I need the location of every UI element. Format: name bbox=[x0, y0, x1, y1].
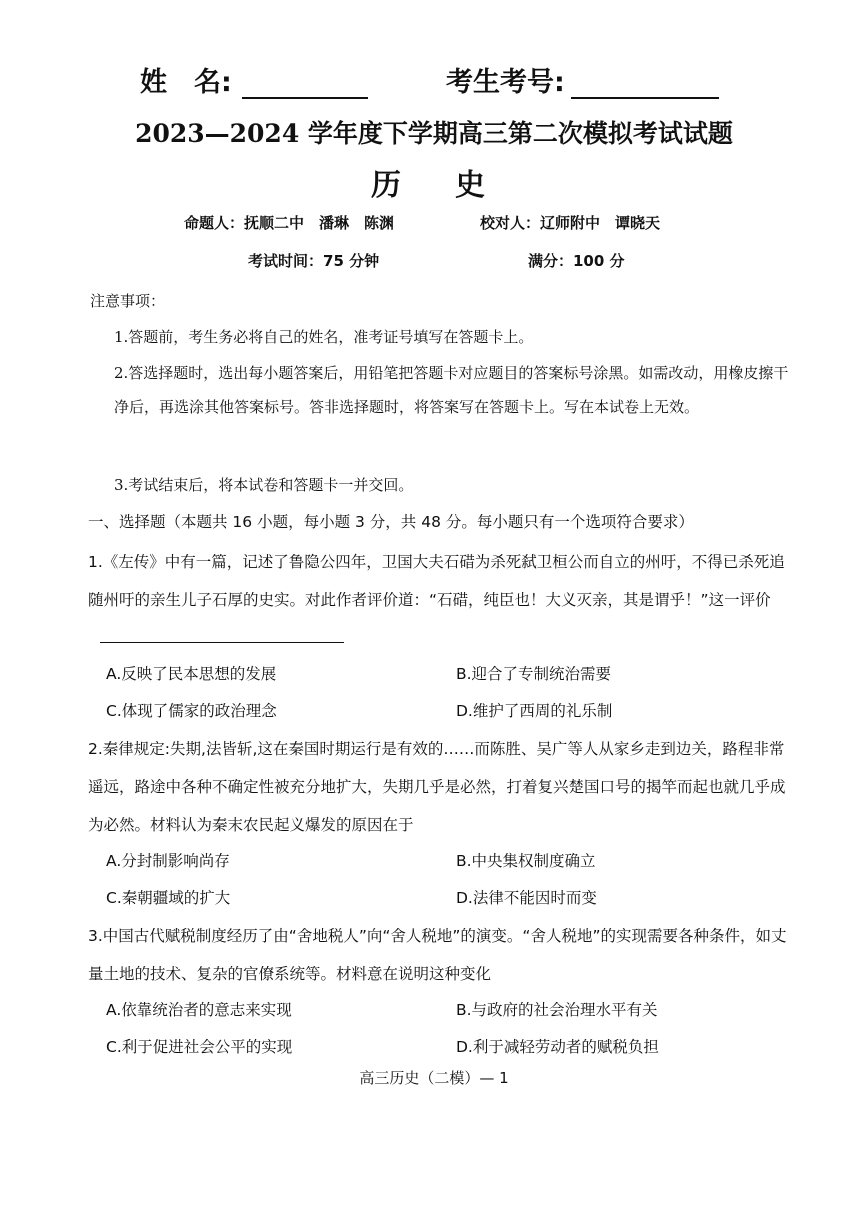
checker: 校对人：辽师附中 谭晓天 bbox=[480, 214, 661, 232]
exam-id-blank[interactable] bbox=[571, 69, 719, 99]
question-stem: 3.中国古代赋税制度经历了由“舍地税人”向“舍人税地”的演变。“舍人税地”的实现需要各种条件，如丈量土地的技术、复杂的官僚系统等。材料意在说明这种变化 bbox=[88, 927, 787, 983]
question-stem: 2.秦律规定:失期,法皆斩,这在秦国时期运行是有效的……而陈胜、吴广等人从家乡走到边关，路程非常遥远，路途中各种不确定性被充分地扩大，失期几乎是必然，打着复兴楚国口号的揭竿而起也就几乎成为必然。材料认为秦末农民起义爆发的原因在于 bbox=[88, 740, 786, 834]
option-c[interactable]: C.秦朝疆域的扩大 bbox=[106, 889, 231, 907]
notice-heading: 注意事项： bbox=[90, 292, 166, 310]
subject-title: 历 史 bbox=[371, 168, 497, 203]
option-a[interactable]: A.反映了民本思想的发展 bbox=[106, 665, 277, 683]
option-d[interactable]: D.法律不能因时而变 bbox=[456, 889, 597, 907]
question-stem: 1.《左传》中有一篇，记述了鲁隐公四年，卫国大夫石碏为杀死弑卫桓公而自立的州吁，不得已杀死追随州吁的亲生儿子石厚的史实。对此作者评价道：“石碏，纯臣也！大义灭亲，其是谓乎！”这一评价 bbox=[88, 553, 785, 609]
question-3 bbox=[88, 917, 788, 993]
notice-item-3 bbox=[114, 468, 794, 502]
exam-title: 2023—2024 学年度下学期高三第二次模拟考试试题 bbox=[135, 119, 733, 148]
option-d[interactable]: D.利于减轻劳动者的赋税负担 bbox=[456, 1038, 659, 1056]
name-label: 姓 名: bbox=[140, 67, 232, 98]
option-b[interactable]: B.与政府的社会治理水平有关 bbox=[456, 1001, 658, 1019]
notice-text: 1.答题前，考生务必将自己的姓名，准考证号填写在答题卡上。 bbox=[114, 328, 534, 346]
option-a[interactable]: A.依靠统治者的意志来实现 bbox=[106, 1001, 292, 1019]
option-a[interactable]: A.分封制影响尚存 bbox=[106, 852, 230, 870]
name-blank[interactable] bbox=[242, 69, 368, 99]
question-1 bbox=[88, 543, 788, 657]
notice-item-2 bbox=[114, 356, 794, 424]
option-d[interactable]: D.维护了西周的礼乐制 bbox=[456, 702, 613, 720]
question-2 bbox=[88, 730, 788, 844]
notice-item-1 bbox=[114, 320, 794, 354]
setter: 命题人：抚顺二中 潘琳 陈渊 bbox=[184, 214, 395, 232]
answer-blank[interactable] bbox=[100, 622, 344, 643]
header-fields bbox=[140, 60, 760, 100]
exam-time: 考试时间：75 分钟 bbox=[248, 252, 380, 270]
exam-id-field bbox=[446, 60, 719, 99]
exam-id-label: 考生考号: bbox=[446, 67, 565, 98]
section-heading: 一、选择题（本题共 16 小题，每小题 3 分，共 48 分。每小题只有一个选项符合要求） bbox=[88, 513, 694, 531]
option-b[interactable]: B.迎合了专制统治需要 bbox=[456, 665, 612, 683]
name-field bbox=[140, 60, 368, 99]
notice-text: 3.考试结束后，将本试卷和答题卡一并交回。 bbox=[114, 476, 414, 494]
option-c[interactable]: C.体现了儒家的政治理念 bbox=[106, 702, 277, 720]
option-b[interactable]: B.中央集权制度确立 bbox=[456, 852, 596, 870]
notice-text: 2.答选择题时，选出每小题答案后，用铅笔把答题卡对应题目的答案标号涂黑。如需改动，用橡皮擦干净后，再选涂其他答案标号。答非选择题时，将答案写在答题卡上。写在本试卷上无效。 bbox=[114, 364, 789, 416]
full-score: 满分：100 分 bbox=[528, 252, 625, 270]
page-footer: 高三历史（二模）— 1 bbox=[359, 1069, 509, 1087]
option-c[interactable]: C.利于促进社会公平的实现 bbox=[106, 1038, 293, 1056]
